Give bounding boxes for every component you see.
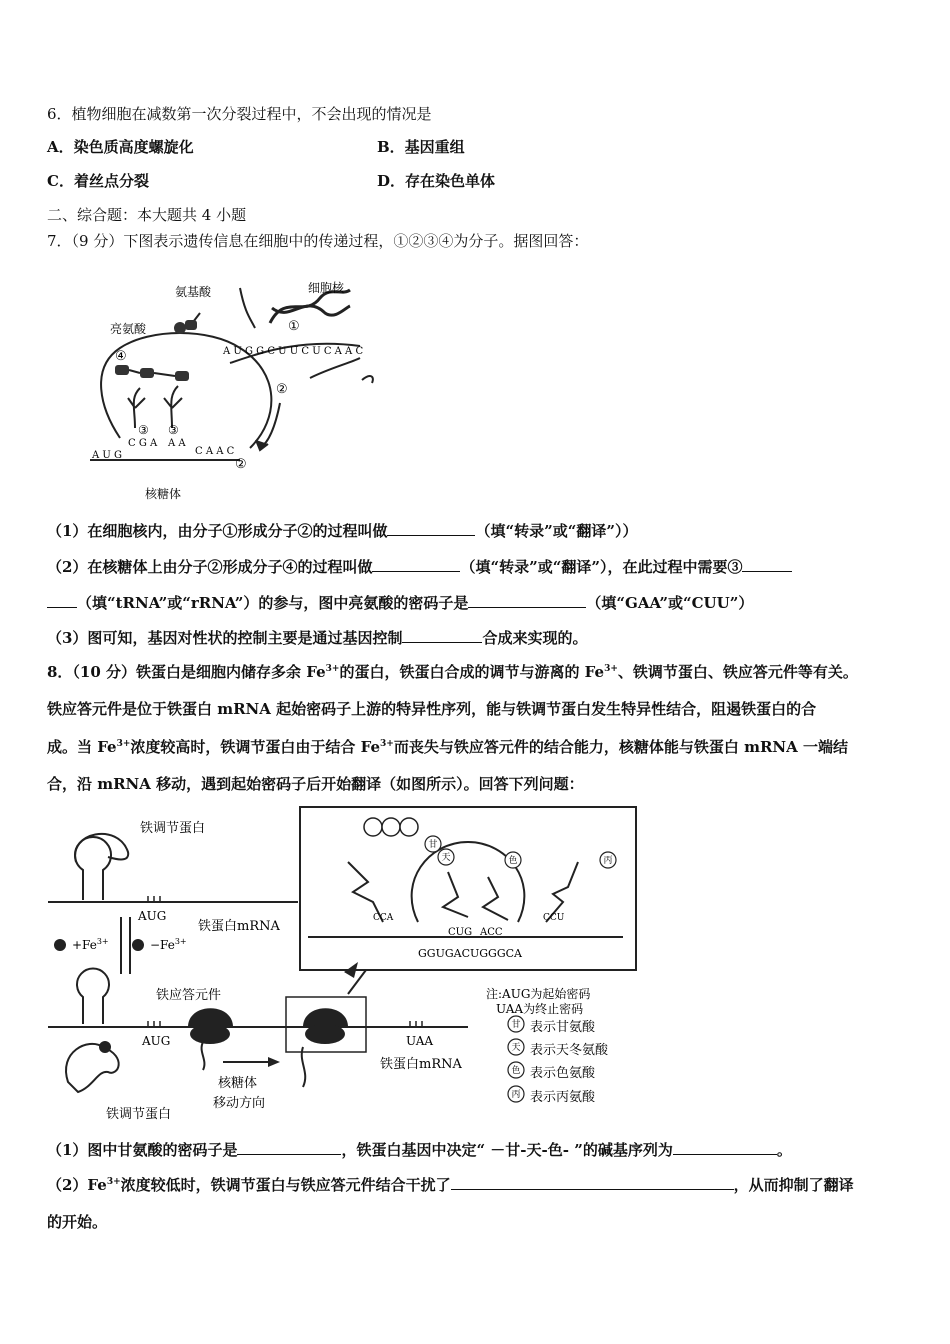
q8-sup-1: 3+ <box>325 664 340 674</box>
q7-sub1 <box>47 520 637 541</box>
q7-stem: 7．（9 分）下图表示遗传信息在细胞中的传递过程，①②③④为分子。据图回答： <box>47 232 589 250</box>
amino-acid-bead <box>140 368 154 378</box>
q7-sub2-blank2a[interactable] <box>742 557 792 572</box>
label-irp-bottom: 铁调节蛋白 <box>106 1107 172 1122</box>
label-plus-fe: $+Fe^{3+}$ <box>72 937 109 952</box>
q7-sub2-hint: （填“转录”或“翻译”），在此过程中需要③ <box>460 558 743 576</box>
q7-sub3 <box>47 627 587 648</box>
q7-sub3-tail: 合成来实现的。 <box>482 629 588 647</box>
inset-ccu: CCU <box>543 913 565 923</box>
q8-text-1c: 、铁调节蛋白、铁应答元件等有关。 <box>617 663 858 681</box>
q7-sub2-blank3[interactable] <box>468 593 586 608</box>
marker-3b: ③ <box>168 423 179 437</box>
inset-acc: ACC <box>480 927 503 938</box>
marker-4: ④ <box>115 349 127 364</box>
label-ribosome: 核糖体 <box>145 487 182 501</box>
marker-1: ① <box>288 319 300 334</box>
note-start-codon: 注:AUG为起始密码 <box>486 987 591 1001</box>
q7-sub1-text: （1）在细胞核内，由分子①形成分子②的过程叫做 <box>47 522 388 540</box>
q8-text-3a: 成。当 Fe <box>47 738 117 756</box>
label-minus-fe: $-Fe^{3+}$ <box>150 937 187 952</box>
legend-trp-symbol: 色 <box>511 1066 521 1076</box>
q7-sub2-text: （2）在核糖体上由分子②形成分子④的过程叫做 <box>47 558 373 576</box>
q8-para-line3 <box>47 736 848 757</box>
q8-text-3b: 浓度较高时，铁调节蛋白由于结合 Fe <box>130 738 381 756</box>
trna-right <box>164 386 182 428</box>
legend-gly: 表示甘氨酸 <box>530 1020 596 1035</box>
anticodon-left: C G A <box>128 438 158 449</box>
q8-sup-3b: 3+ <box>380 739 394 749</box>
q8-sub2-cont: 的开始。 <box>47 1213 108 1231</box>
q8-sub2-text2: 浓度较低时，铁调节蛋白与铁应答元件结合干扰了 <box>120 1176 451 1194</box>
q6-option-d: D．存在染色单体 <box>377 172 496 190</box>
q7-sub3-blank[interactable] <box>402 628 482 643</box>
label-leucine: 亮氨酸 <box>110 322 147 336</box>
trna-left <box>128 388 145 428</box>
anticodon-right: A A <box>168 438 186 449</box>
q8-sub1-blank1[interactable] <box>237 1140 341 1155</box>
q7-sub2-hint2: （填“GAA”或“CUU”） <box>586 594 754 612</box>
label-irp-top: 铁调节蛋白 <box>140 821 206 836</box>
amino-acid-bead <box>175 371 189 381</box>
q8-text-1: 8．（10 分）铁蛋白是细胞内储存多余 Fe <box>47 663 326 681</box>
free-amino-acid <box>185 320 197 330</box>
fe-dot-bottom <box>99 1041 111 1053</box>
inset-sequence: GGUGACUGGGCA <box>418 947 522 960</box>
label-ire: 铁应答元件 <box>156 988 222 1003</box>
label-aug-1: AUG <box>138 909 167 923</box>
inset-box <box>300 807 636 970</box>
q7-figure <box>80 268 400 508</box>
q8-sub1-blank2[interactable] <box>673 1140 777 1155</box>
q8-text-1b: 的蛋白，铁蛋白合成的调节与游离的 Fe <box>339 663 605 681</box>
q6-option-a: A．染色质高度螺旋化 <box>47 138 194 156</box>
q7-sub2-line2 <box>47 592 753 613</box>
hairpin-top <box>75 837 111 900</box>
q7-sub2-blank2b[interactable] <box>47 593 77 608</box>
mrna-bottom-sequence: C A A C <box>195 446 235 457</box>
q8-sub1-text: （1）图中甘氨酸的密码子是 <box>47 1141 238 1159</box>
label-aug-2: AUG <box>142 1034 171 1048</box>
q8-sub2-sup: 3+ <box>106 1177 121 1187</box>
label-uaa: UAA <box>406 1034 434 1048</box>
label-nucleus: 细胞核 <box>308 281 345 295</box>
hairpin-mid <box>77 969 109 1024</box>
aa-gly-label: 甘 <box>428 840 438 850</box>
q8-sub2-text3: ，从而抑制了翻译 <box>733 1176 854 1194</box>
fe-dot-minus <box>132 939 144 951</box>
q8-sub2 <box>47 1174 854 1195</box>
legend-asp: 表示天冬氨酸 <box>530 1043 609 1058</box>
legend-ala: 表示丙氨酸 <box>530 1090 596 1105</box>
q8-sub1-tail: 。 <box>776 1141 792 1159</box>
q6-option-b: B．基因重组 <box>377 138 465 156</box>
label-ferritin-mrna-2: 铁蛋白mRNA <box>380 1057 462 1072</box>
q8-para-line2: 铁应答元件是位于铁蛋白 mRNA 起始密码子上游的特异性序列，能与铁调节蛋白发生特异性结合，阻遏铁蛋白的合 <box>47 700 817 718</box>
q7-sub2-text2: （填“tRNA”或“rRNA”）的参与，图中亮氨酸的密码子是 <box>77 594 469 612</box>
fe-dot-plus <box>54 939 66 951</box>
q8-sub1-text2: ，铁蛋白基因中决定“ －甘-天-色- ”的碱基序列为 <box>341 1141 673 1159</box>
amino-acid-bead <box>115 365 129 375</box>
q8-sub2-text: （2）Fe <box>47 1176 107 1194</box>
label-ribosome-dir-2: 移动方向 <box>213 1096 266 1111</box>
inset-cug: CUG <box>448 927 473 938</box>
marker-3a: ③ <box>138 423 149 437</box>
irp-bottom <box>66 1044 119 1092</box>
marker-2b: ② <box>235 457 247 472</box>
legend-ala-symbol: 丙 <box>511 1090 521 1100</box>
section-heading: 二、综合题：本大题共 4 小题 <box>47 206 247 224</box>
q6-stem: 6．植物细胞在减数第一次分裂过程中，不会出现的情况是 <box>47 105 432 123</box>
q8-text-3c: 而丧失与铁应答元件的结合能力，核糖体能与铁蛋白 mRNA 一端结 <box>393 738 848 756</box>
q8-sup-1b: 3+ <box>604 664 618 674</box>
note-stop-codon: UAA为终止密码 <box>496 1002 584 1016</box>
aa-asp-label: 天 <box>441 853 451 863</box>
q8-para-line1 <box>47 661 858 682</box>
aa-ala-label: 丙 <box>603 856 613 866</box>
q7-sub3-text: （3）图可知，基因对性状的控制主要是通过基因控制 <box>47 629 403 647</box>
q8-sub2-blank[interactable] <box>451 1175 734 1190</box>
q8-sup-3: 3+ <box>116 739 131 749</box>
q8-sub1 <box>47 1139 792 1160</box>
inset-trna-mid2 <box>483 877 508 920</box>
label-ferritin-mrna-1: 铁蛋白mRNA <box>198 919 280 934</box>
mrna-top-sequence: A U G G C U U C U C A A C <box>223 346 364 357</box>
label-amino-acid: 氨基酸 <box>175 285 212 299</box>
mrna-start-codon: A U G <box>92 450 122 461</box>
q8-figure <box>48 802 640 1128</box>
aa-trp-label: 色 <box>508 856 518 866</box>
inset-cca: CCA <box>373 913 394 923</box>
q7-sub1-hint: （填“转录”或“翻译”）） <box>475 522 638 540</box>
legend-asp-symbol: 天 <box>511 1043 521 1053</box>
inset-trna-mid1 <box>443 872 468 917</box>
legend-gly-symbol: 甘 <box>511 1020 521 1030</box>
label-ribosome-dir-1: 核糖体 <box>218 1076 258 1091</box>
q8-para-line4: 合，沿 mRNA 移动，遇到起始密码子后开始翻译（如图所示）。回答下列问题： <box>47 775 584 793</box>
q7-sub2-blank1[interactable] <box>372 557 460 572</box>
marker-2: ② <box>276 382 288 397</box>
q6-option-c: C．着丝点分裂 <box>47 172 149 190</box>
legend-trp: 表示色氨酸 <box>530 1066 596 1081</box>
q7-sub1-blank[interactable] <box>387 521 475 536</box>
q7-sub2-line1 <box>47 556 792 577</box>
